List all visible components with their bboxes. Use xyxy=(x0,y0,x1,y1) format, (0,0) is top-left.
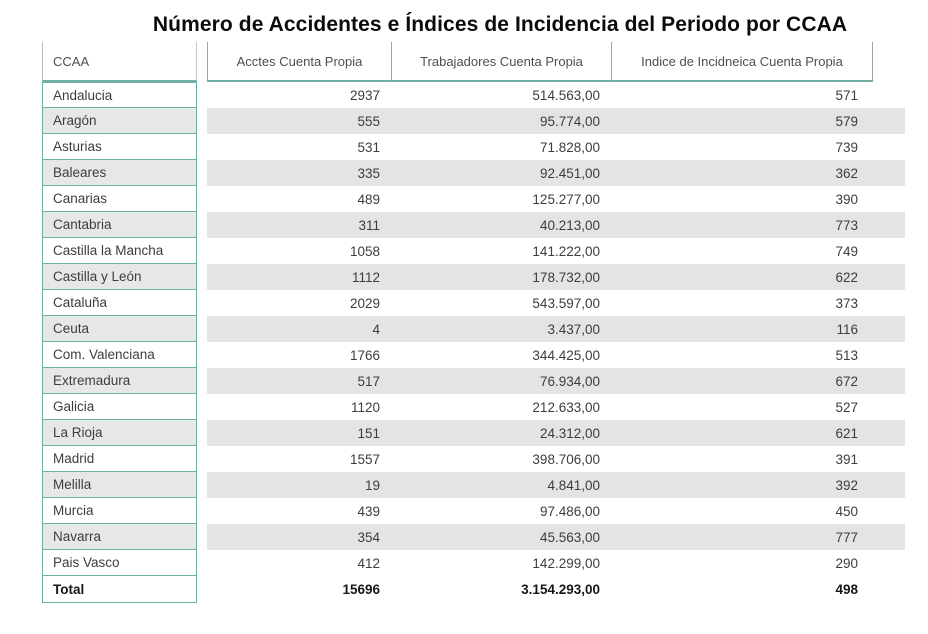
indice-cell: 621 xyxy=(612,420,905,446)
acctes-cell: 489 xyxy=(357,191,380,207)
acctes-cell: 1766 xyxy=(349,347,380,363)
ccaa-cell: Melilla xyxy=(42,472,197,498)
acctes-cell: 2029 xyxy=(349,295,380,311)
indice-cell: 773 xyxy=(612,212,905,238)
acctes-cell: 1120 xyxy=(350,399,380,415)
column-gap xyxy=(197,290,207,316)
indice-cell: 749 xyxy=(835,243,858,259)
indice-cell: 571 xyxy=(835,87,858,103)
trabajadores-cell: 3.437,00 xyxy=(392,316,612,342)
column-gap xyxy=(197,212,207,238)
ccaa-cell: Aragón xyxy=(42,108,197,134)
column-gap xyxy=(197,446,207,472)
ccaa-cell: Madrid xyxy=(42,446,197,472)
table-row xyxy=(42,420,905,446)
table-row xyxy=(42,498,905,524)
column-header-ccaa: CCAA xyxy=(42,42,197,82)
trabajadores-cell: 141.222,00 xyxy=(532,243,600,259)
ccaa-cell: Ceuta xyxy=(42,316,197,342)
column-header-trabajadores: Trabajadores Cuenta Propia xyxy=(392,42,612,82)
ccaa-cell: Asturias xyxy=(42,134,197,160)
table-row xyxy=(42,290,905,316)
acctes-cell: 1557 xyxy=(349,451,380,467)
indice-cell: 777 xyxy=(612,524,905,550)
table-row xyxy=(42,212,905,238)
ccaa-cell: La Rioja xyxy=(42,420,197,446)
indice-cell: 450 xyxy=(835,503,858,519)
table-row xyxy=(42,524,905,550)
table-row xyxy=(42,264,905,290)
table-row xyxy=(42,316,905,342)
acctes-cell: 335 xyxy=(207,160,392,186)
column-header-acctes: Acctes Cuenta Propia xyxy=(207,42,392,82)
table-row xyxy=(42,446,905,472)
indice-cell: 373 xyxy=(835,295,858,311)
ccaa-cell: Baleares xyxy=(42,160,197,186)
indice-cell: 392 xyxy=(612,472,905,498)
total-acctes-cell: 15696 xyxy=(342,582,380,597)
trabajadores-cell: 125.277,00 xyxy=(532,191,600,207)
ccaa-accidents-table xyxy=(42,42,905,603)
acctes-cell: 517 xyxy=(207,368,392,394)
column-header-indice: Indice de Incidneica Cuenta Propia xyxy=(612,42,873,82)
column-gap xyxy=(197,550,207,576)
table-header-row xyxy=(42,42,905,82)
column-gap xyxy=(197,264,207,290)
table-row xyxy=(42,342,905,368)
ccaa-cell: Cataluña xyxy=(42,290,197,316)
trabajadores-cell: 4.841,00 xyxy=(392,472,612,498)
column-gap xyxy=(197,576,207,603)
table-row xyxy=(42,108,905,134)
page-title: Número de Accidentes e Índices de Incidencia del Periodo por CCAA xyxy=(152,13,848,36)
acctes-cell: 2937 xyxy=(349,87,380,103)
acctes-cell: 1058 xyxy=(349,243,380,259)
acctes-cell: 412 xyxy=(357,555,380,571)
trabajadores-cell: 398.706,00 xyxy=(532,451,600,467)
trabajadores-cell: 142.299,00 xyxy=(532,555,600,571)
indice-cell: 513 xyxy=(835,347,858,363)
ccaa-cell: Extremadura xyxy=(42,368,197,394)
trabajadores-cell: 344.425,00 xyxy=(532,347,600,363)
ccaa-cell: Cantabria xyxy=(42,212,197,238)
total-trabajadores-cell: 3.154.293,00 xyxy=(521,582,600,597)
table-row xyxy=(42,238,905,264)
ccaa-cell: Galicia xyxy=(42,394,197,420)
column-gap xyxy=(197,238,207,264)
trabajadores-cell: 45.563,00 xyxy=(392,524,612,550)
indice-cell: 579 xyxy=(612,108,905,134)
acctes-cell: 19 xyxy=(207,472,392,498)
acctes-cell: 531 xyxy=(357,139,380,155)
column-gap xyxy=(197,498,207,524)
total-label-cell: Total xyxy=(42,576,197,603)
column-gap xyxy=(197,82,207,108)
column-gap xyxy=(197,394,207,420)
column-gap xyxy=(197,316,207,342)
indice-cell: 527 xyxy=(835,399,858,415)
trabajadores-cell: 97.486,00 xyxy=(539,503,600,519)
trabajadores-cell: 71.828,00 xyxy=(539,139,600,155)
indice-cell: 739 xyxy=(835,139,858,155)
indice-cell: 672 xyxy=(612,368,905,394)
column-gap xyxy=(197,524,207,550)
indice-cell: 116 xyxy=(612,316,905,342)
ccaa-cell: Navarra xyxy=(42,524,197,550)
acctes-cell: 1112 xyxy=(207,264,392,290)
trabajadores-cell: 514.563,00 xyxy=(532,87,600,103)
trabajadores-cell: 92.451,00 xyxy=(392,160,612,186)
ccaa-cell: Murcia xyxy=(42,498,197,524)
ccaa-cell: Castilla la Mancha xyxy=(42,238,197,264)
acctes-cell: 555 xyxy=(207,108,392,134)
trabajadores-cell: 212.633,00 xyxy=(532,399,600,415)
total-indice-cell: 498 xyxy=(835,582,858,597)
column-gap xyxy=(197,342,207,368)
trabajadores-cell: 178.732,00 xyxy=(392,264,612,290)
acctes-cell: 354 xyxy=(207,524,392,550)
table-body xyxy=(42,82,905,576)
table-row xyxy=(42,394,905,420)
trabajadores-cell: 40.213,00 xyxy=(392,212,612,238)
trabajadores-cell: 95.774,00 xyxy=(392,108,612,134)
trabajadores-cell: 543.597,00 xyxy=(532,295,600,311)
ccaa-cell: Andalucia xyxy=(42,82,197,108)
report-page xyxy=(0,13,928,634)
column-gap xyxy=(197,420,207,446)
table-row xyxy=(42,134,905,160)
trabajadores-cell: 24.312,00 xyxy=(392,420,612,446)
column-gap xyxy=(197,108,207,134)
acctes-cell: 311 xyxy=(207,212,392,238)
indice-cell: 290 xyxy=(835,555,858,571)
table-row xyxy=(42,186,905,212)
column-gap xyxy=(197,368,207,394)
indice-cell: 391 xyxy=(835,451,858,467)
acctes-cell: 439 xyxy=(357,503,380,519)
table-total-row xyxy=(42,576,905,603)
table-row xyxy=(42,550,905,576)
table-row xyxy=(42,368,905,394)
ccaa-cell: Canarias xyxy=(42,186,197,212)
indice-cell: 390 xyxy=(835,191,858,207)
ccaa-cell: Castilla y León xyxy=(42,264,197,290)
acctes-cell: 4 xyxy=(207,316,392,342)
indice-cell: 622 xyxy=(612,264,905,290)
ccaa-cell: Pais Vasco xyxy=(42,550,197,576)
column-gap xyxy=(197,134,207,160)
ccaa-cell: Com. Valenciana xyxy=(42,342,197,368)
table-row xyxy=(42,82,905,108)
column-gap xyxy=(197,186,207,212)
table-row xyxy=(42,472,905,498)
header-right-spacer xyxy=(873,42,905,82)
column-gap xyxy=(197,42,207,82)
trabajadores-cell: 76.934,00 xyxy=(392,368,612,394)
indice-cell: 362 xyxy=(612,160,905,186)
acctes-cell: 151 xyxy=(207,420,392,446)
column-gap xyxy=(197,160,207,186)
table-row xyxy=(42,160,905,186)
column-gap xyxy=(197,472,207,498)
